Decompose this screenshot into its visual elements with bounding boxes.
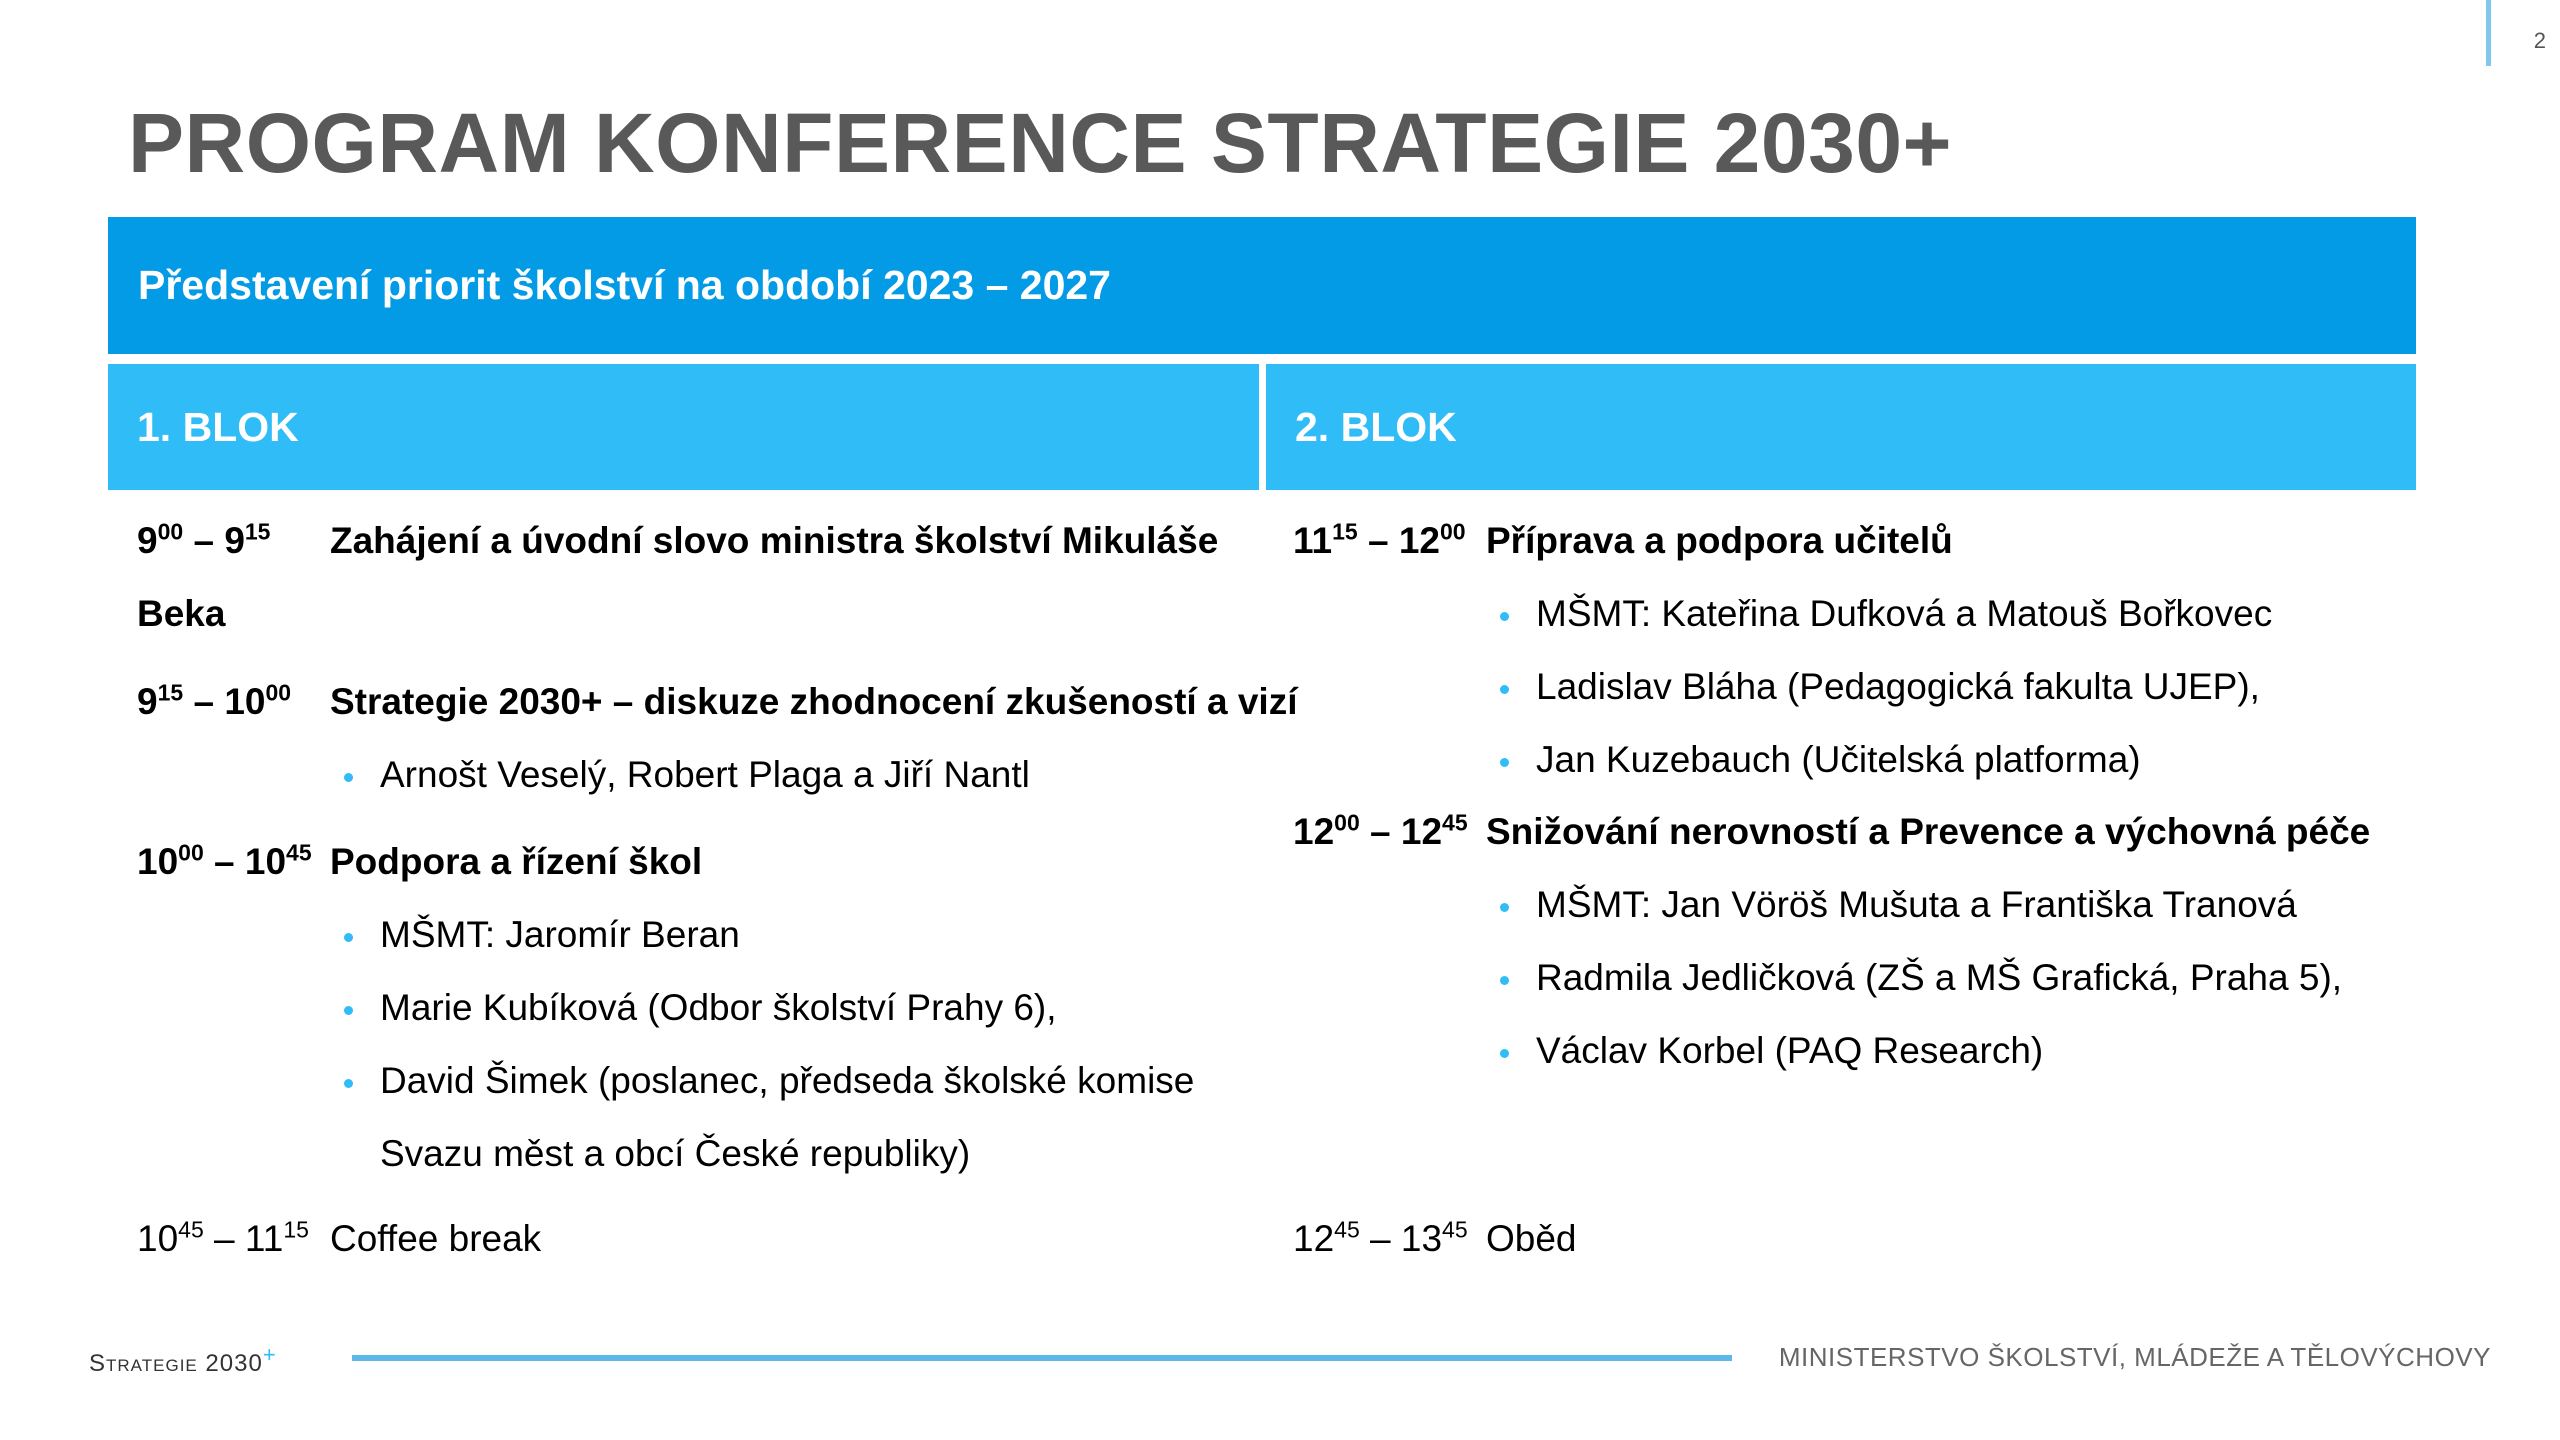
speaker-item: MŠMT: Jan Vöröš Mušuta a Františka Tranová bbox=[1536, 884, 2297, 925]
session-time: $9^{00} - 9^{15}$ bbox=[137, 518, 271, 561]
page-title: PROGRAM KONFERENCE STRATEGIE 2030+ bbox=[128, 96, 1953, 190]
session-time: $9^{15} - 10^{00}$ bbox=[137, 679, 292, 722]
schedule-row bbox=[1293, 1216, 1577, 1260]
schedule-row bbox=[1293, 809, 2371, 853]
session-topic: Podpora a řízení škol bbox=[330, 841, 703, 882]
session-topic: Snižování nerovností a Prevence a výchovná péče bbox=[1486, 811, 2371, 852]
session-topic: Příprava a podpora učitelů bbox=[1486, 520, 1953, 561]
bullet-dot bbox=[344, 1006, 353, 1015]
session-time: $12^{45} - 13^{45}$ bbox=[1293, 1216, 1468, 1259]
schedule-row bbox=[137, 839, 703, 883]
block-2-header bbox=[1266, 364, 2416, 490]
speaker-item-continued: Svazu měst a obcí České republiky) bbox=[380, 1133, 971, 1174]
bullet-dot bbox=[1500, 1049, 1509, 1058]
speaker-item: Jan Kuzebauch (Učitelská platforma) bbox=[1536, 739, 2141, 780]
bullet-dot bbox=[1500, 685, 1509, 694]
block-1-label: 1. BLOK bbox=[137, 403, 299, 450]
footer-divider bbox=[352, 1355, 1732, 1361]
speaker-item: Ladislav Bláha (Pedagogická fakulta UJEP), bbox=[1536, 666, 2260, 707]
page-number-divider bbox=[2486, 0, 2491, 66]
bullet-dot bbox=[344, 933, 353, 942]
session-topic: Strategie 2030+ – diskuze zhodnocení zkušeností a vizí bbox=[330, 681, 1298, 722]
session-topic-continued: Beka bbox=[137, 593, 226, 634]
session-time: $12^{00} - 12^{45}$ bbox=[1293, 809, 1468, 852]
speaker-item: MŠMT: Kateřina Dufková a Matouš Bořkovec bbox=[1536, 593, 2273, 634]
session-time: $10^{00} - 10^{45}$ bbox=[137, 839, 312, 882]
bullet-dot bbox=[1500, 903, 1509, 912]
bullet-dot bbox=[344, 1079, 353, 1088]
bullet-dot bbox=[344, 773, 353, 782]
speaker-item: Marie Kubíková (Odbor školství Prahy 6), bbox=[380, 987, 1057, 1028]
session-topic: Coffee break bbox=[330, 1218, 542, 1259]
session-topic: Oběd bbox=[1486, 1218, 1577, 1259]
schedule-row bbox=[137, 679, 1298, 723]
block-1-header bbox=[108, 364, 1259, 490]
session-time: $11^{15} - 12^{00}$ bbox=[1293, 518, 1466, 561]
schedule-row bbox=[137, 1216, 542, 1260]
subtitle-band bbox=[108, 217, 2416, 354]
session-topic: Zahájení a úvodní slovo ministra školství Mikuláše bbox=[330, 520, 1219, 561]
bullet-dot bbox=[1500, 758, 1509, 767]
speaker-item: Radmila Jedličková (ZŠ a MŠ Grafická, Praha 5), bbox=[1536, 957, 2343, 998]
page-number: 2 bbox=[2533, 28, 2546, 53]
schedule-row bbox=[1293, 518, 1953, 562]
bullet-dot bbox=[1500, 612, 1509, 621]
ministry-name: MINISTERSTVO ŠKOLSTVÍ, MLÁDEŽE A TĚLOVÝCHOVY bbox=[1778, 1342, 2491, 1372]
bullet-dot bbox=[1500, 976, 1509, 985]
speaker-item: Arnošt Veselý, Robert Plaga a Jiří Nantl bbox=[380, 754, 1030, 795]
speaker-item: Václav Korbel (PAQ Research) bbox=[1536, 1030, 2044, 1071]
speaker-item: David Šimek (poslanec, předseda školské komise bbox=[380, 1060, 1195, 1101]
session-time: $10^{45} - 11^{15}$ bbox=[137, 1216, 309, 1259]
strategie-logo: Strategie 2030+ bbox=[89, 1342, 277, 1377]
schedule-row bbox=[137, 518, 1219, 562]
speaker-item: MŠMT: Jaromír Beran bbox=[380, 914, 740, 955]
block-2-label: 2. BLOK bbox=[1295, 403, 1457, 450]
subtitle: Představení priorit školství na období 2023 – 2027 bbox=[138, 262, 1111, 308]
